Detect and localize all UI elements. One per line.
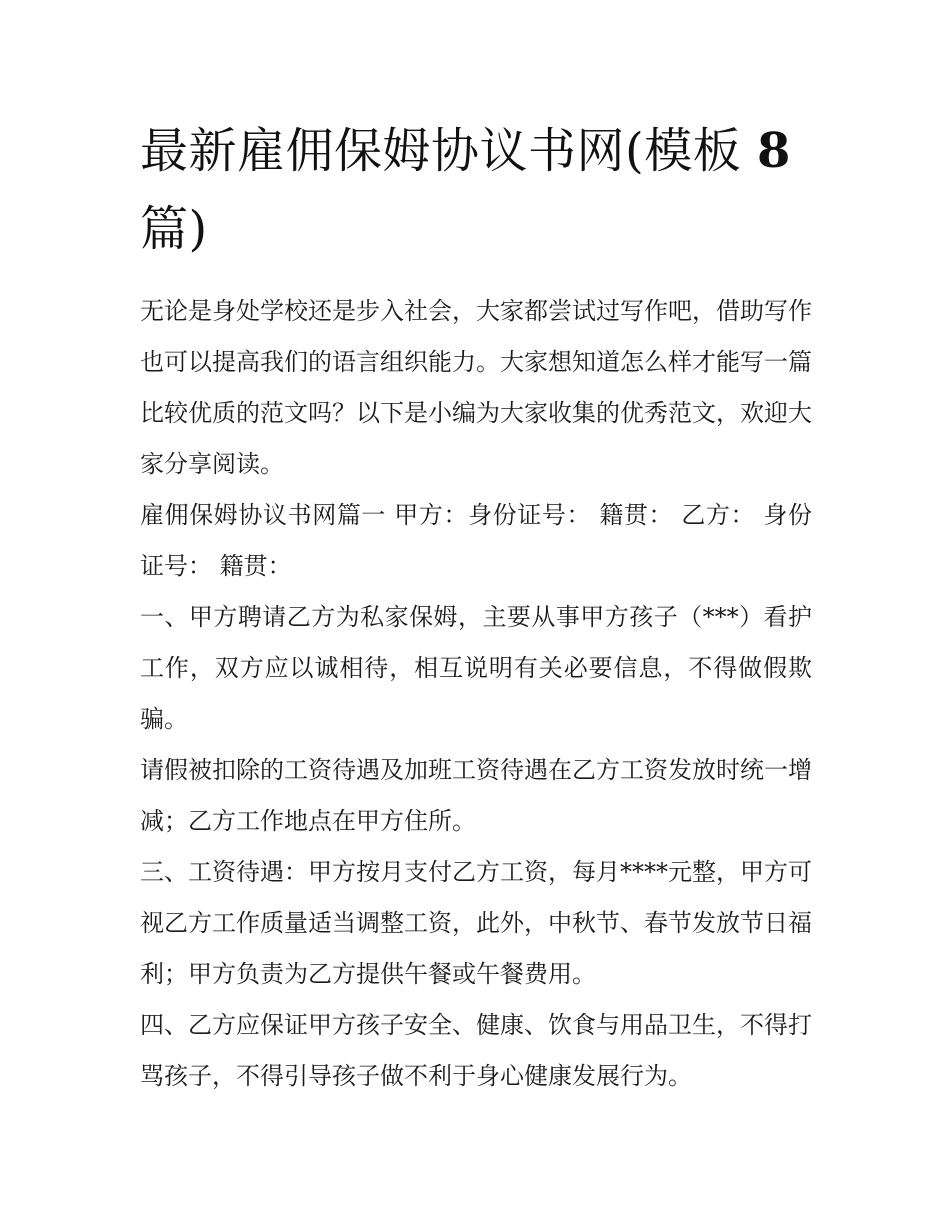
document-title: 最新雇佣保姆协议书网(模板 8 篇): [140, 123, 791, 257]
leave-pay-paragraph: 请假被扣除的工资待遇及加班工资待遇在乙方工资发放时统一增减；乙方工作地点在甲方住所。: [140, 756, 812, 835]
agreement-header-paragraph: 雇佣保姆协议书网篇一 甲方：身份证号： 籍贯： 乙方： 身份证号： 籍贯：: [140, 501, 812, 580]
title-number: 8: [757, 123, 791, 179]
document-body: [140, 112, 812, 1102]
intro-paragraph: 无论是身处学校还是步入社会，大家都尝试过写作吧，借助写作也可以提高我们的语言组织能力。大家想知道怎么样才能写一篇比较优质的范文吗？以下是小编为大家收集的优秀范文，欢迎大家分享阅读。: [140, 297, 812, 478]
clause-three-paragraph: 三、工资待遇：甲方按月支付乙方工资，每月****元整，甲方可视乙方工作质量适当调整工资，此外，中秋节、春节发放节日福利；甲方负责为乙方提供午餐或午餐费用。: [140, 858, 812, 988]
clause-one-paragraph: 一、甲方聘请乙方为私家保姆，主要从事甲方孩子（***）看护工作，双方应以诚相待，相互说明有关必要信息，不得做假欺骗。: [140, 603, 812, 733]
clause-four-paragraph: 四、乙方应保证甲方孩子安全、健康、饮食与用品卫生，不得打骂孩子，不得引导孩子做不利于身心健康发展行为。: [140, 1011, 812, 1090]
